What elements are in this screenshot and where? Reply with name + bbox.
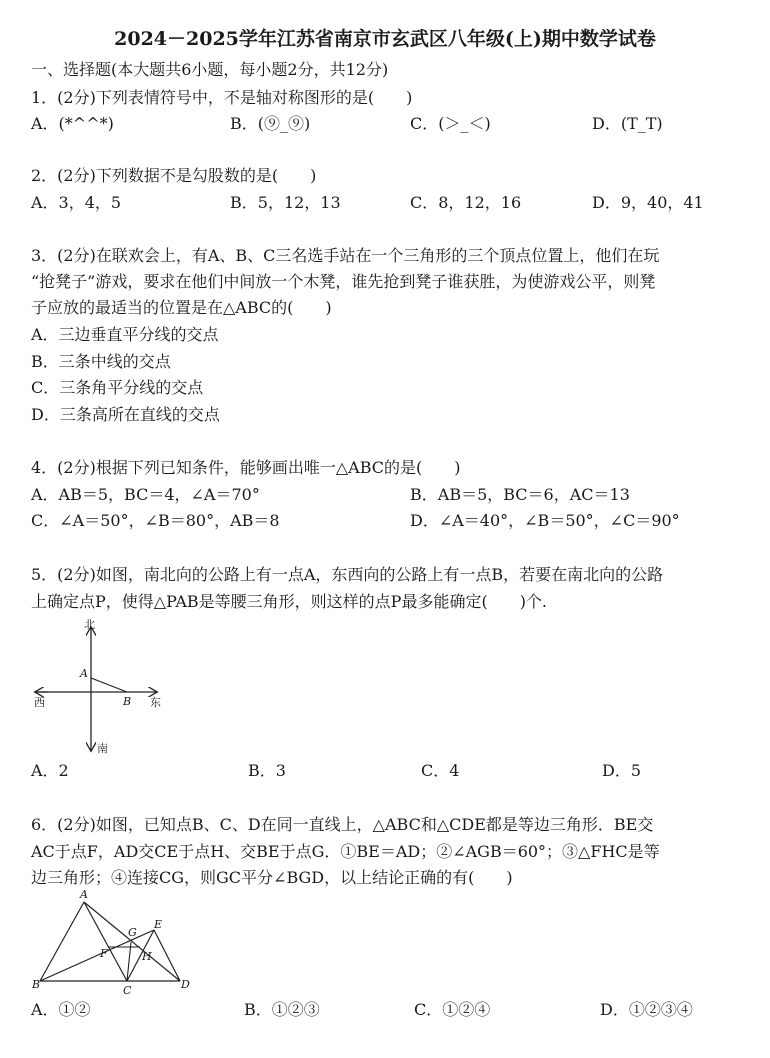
- question-6-option-c: C．①②④: [414, 1000, 491, 1019]
- point-b-label: B: [123, 695, 132, 708]
- question-5-option-b: B．3: [248, 761, 286, 780]
- question-2-option-c: C．8，12，16: [410, 193, 522, 212]
- question-3-option-b: B．三条中线的交点: [31, 352, 171, 371]
- point-e-label: E: [154, 918, 163, 931]
- question-4-stem: 4．(2分)根据下列已知条件，能够画出唯一△ABC的是( ): [31, 458, 461, 477]
- question-1-stem: 1．(2分)下列表情符号中，不是轴对称图形的是( ): [31, 88, 413, 107]
- point-d-label: D: [181, 978, 190, 991]
- question-4-option-c: C．∠A＝50°，∠B＝80°，AB＝8: [31, 511, 280, 530]
- question-3-stem-line-1: 3．(2分)在联欢会上，有A、B、C三名选手站在一个三角形的三个顶点位置上，他们在玩: [31, 246, 660, 265]
- point-c-label: C: [123, 984, 132, 997]
- question-3-stem-line-3: 子应放的最适当的位置是在△ABC的( ): [31, 298, 332, 317]
- question-4-option-d: D．∠A＝40°，∠B＝50°，∠C＝90°: [410, 511, 680, 530]
- road-diagram: [28, 616, 178, 756]
- point-f-label: F: [100, 947, 108, 960]
- question-6-option-d: D．①②③④: [600, 1000, 693, 1019]
- segment-ab: [91, 678, 127, 692]
- question-6-stem-line-1: 6．(2分)如图，已知点B、C、D在同一直线上，△ABC和△CDE都是等边三角形．BE交: [31, 815, 654, 834]
- question-2-option-a: A．3，4，5: [31, 193, 122, 212]
- question-1-option-d: D．(T_T): [592, 114, 663, 133]
- question-2-stem: 2．(2分)下列数据不是勾股数的是( ): [31, 166, 317, 185]
- west-label: 西: [34, 696, 45, 709]
- question-1-option-a: A．(*^^*): [31, 114, 114, 133]
- question-6-option-a: A．①②: [31, 1000, 91, 1019]
- point-a-label: A: [80, 667, 88, 680]
- triangle-diagram: [28, 892, 198, 997]
- question-2-option-b: B．5，12，13: [230, 193, 341, 212]
- question-6-stem-line-2: AC于点F，AD交CE于点H、交BE于点G．①BE＝AD；②∠AGB＝60°；③△FHC是等: [31, 842, 660, 861]
- question-3-option-d: D．三条高所在直线的交点: [31, 405, 220, 424]
- question-5-figure: [28, 616, 178, 756]
- question-4-option-b: B．AB＝5，BC＝6，AC＝13: [410, 485, 630, 504]
- point-h-label: H: [142, 950, 152, 963]
- section-heading: 一、选择题(本大题共6小题，每小题2分，共12分): [31, 60, 389, 79]
- question-2-option-d: D．9，40，41: [592, 193, 704, 212]
- question-5-stem-line-2: 上确定点P，使得△PAB是等腰三角形，则这样的点P最多能确定( )个.: [31, 592, 548, 611]
- point-a-label: A: [80, 888, 88, 901]
- question-1-option-c: C．(＞_＜): [410, 114, 491, 133]
- page-title: 2024－2025学年江苏省南京市玄武区八年级(上)期中数学试卷: [114, 28, 656, 50]
- question-6-option-b: B．①②③: [244, 1000, 320, 1019]
- question-3-stem-line-2: “抢凳子”游戏，要求在他们中间放一个木凳，谁先抢到凳子谁获胜，为使游戏公平，则凳: [31, 272, 656, 291]
- question-4-option-a: A．AB＝5，BC＝4，∠A＝70°: [31, 485, 260, 504]
- question-6-figure: [28, 888, 198, 997]
- question-5-option-a: A．2: [31, 761, 69, 780]
- north-label: 北: [84, 618, 95, 631]
- east-label: 东: [150, 696, 161, 709]
- question-5-option-d: D．5: [602, 761, 642, 780]
- south-label: 南: [97, 742, 108, 755]
- question-1-option-b: B．(⑨_⑨): [230, 114, 311, 133]
- question-5-option-c: C．4: [421, 761, 460, 780]
- question-3-option-c: C．三条角平分线的交点: [31, 378, 204, 397]
- question-3-option-a: A．三边垂直平分线的交点: [31, 325, 219, 344]
- question-5-stem-line-1: 5．(2分)如图，南北向的公路上有一点A，东西向的公路上有一点B，若要在南北向的公路: [31, 565, 664, 584]
- point-b-label: B: [32, 978, 41, 991]
- question-6-stem-line-3: 边三角形；④连接CG，则GC平分∠BGD，以上结论正确的有( ): [31, 868, 513, 887]
- point-g-label: G: [128, 926, 137, 939]
